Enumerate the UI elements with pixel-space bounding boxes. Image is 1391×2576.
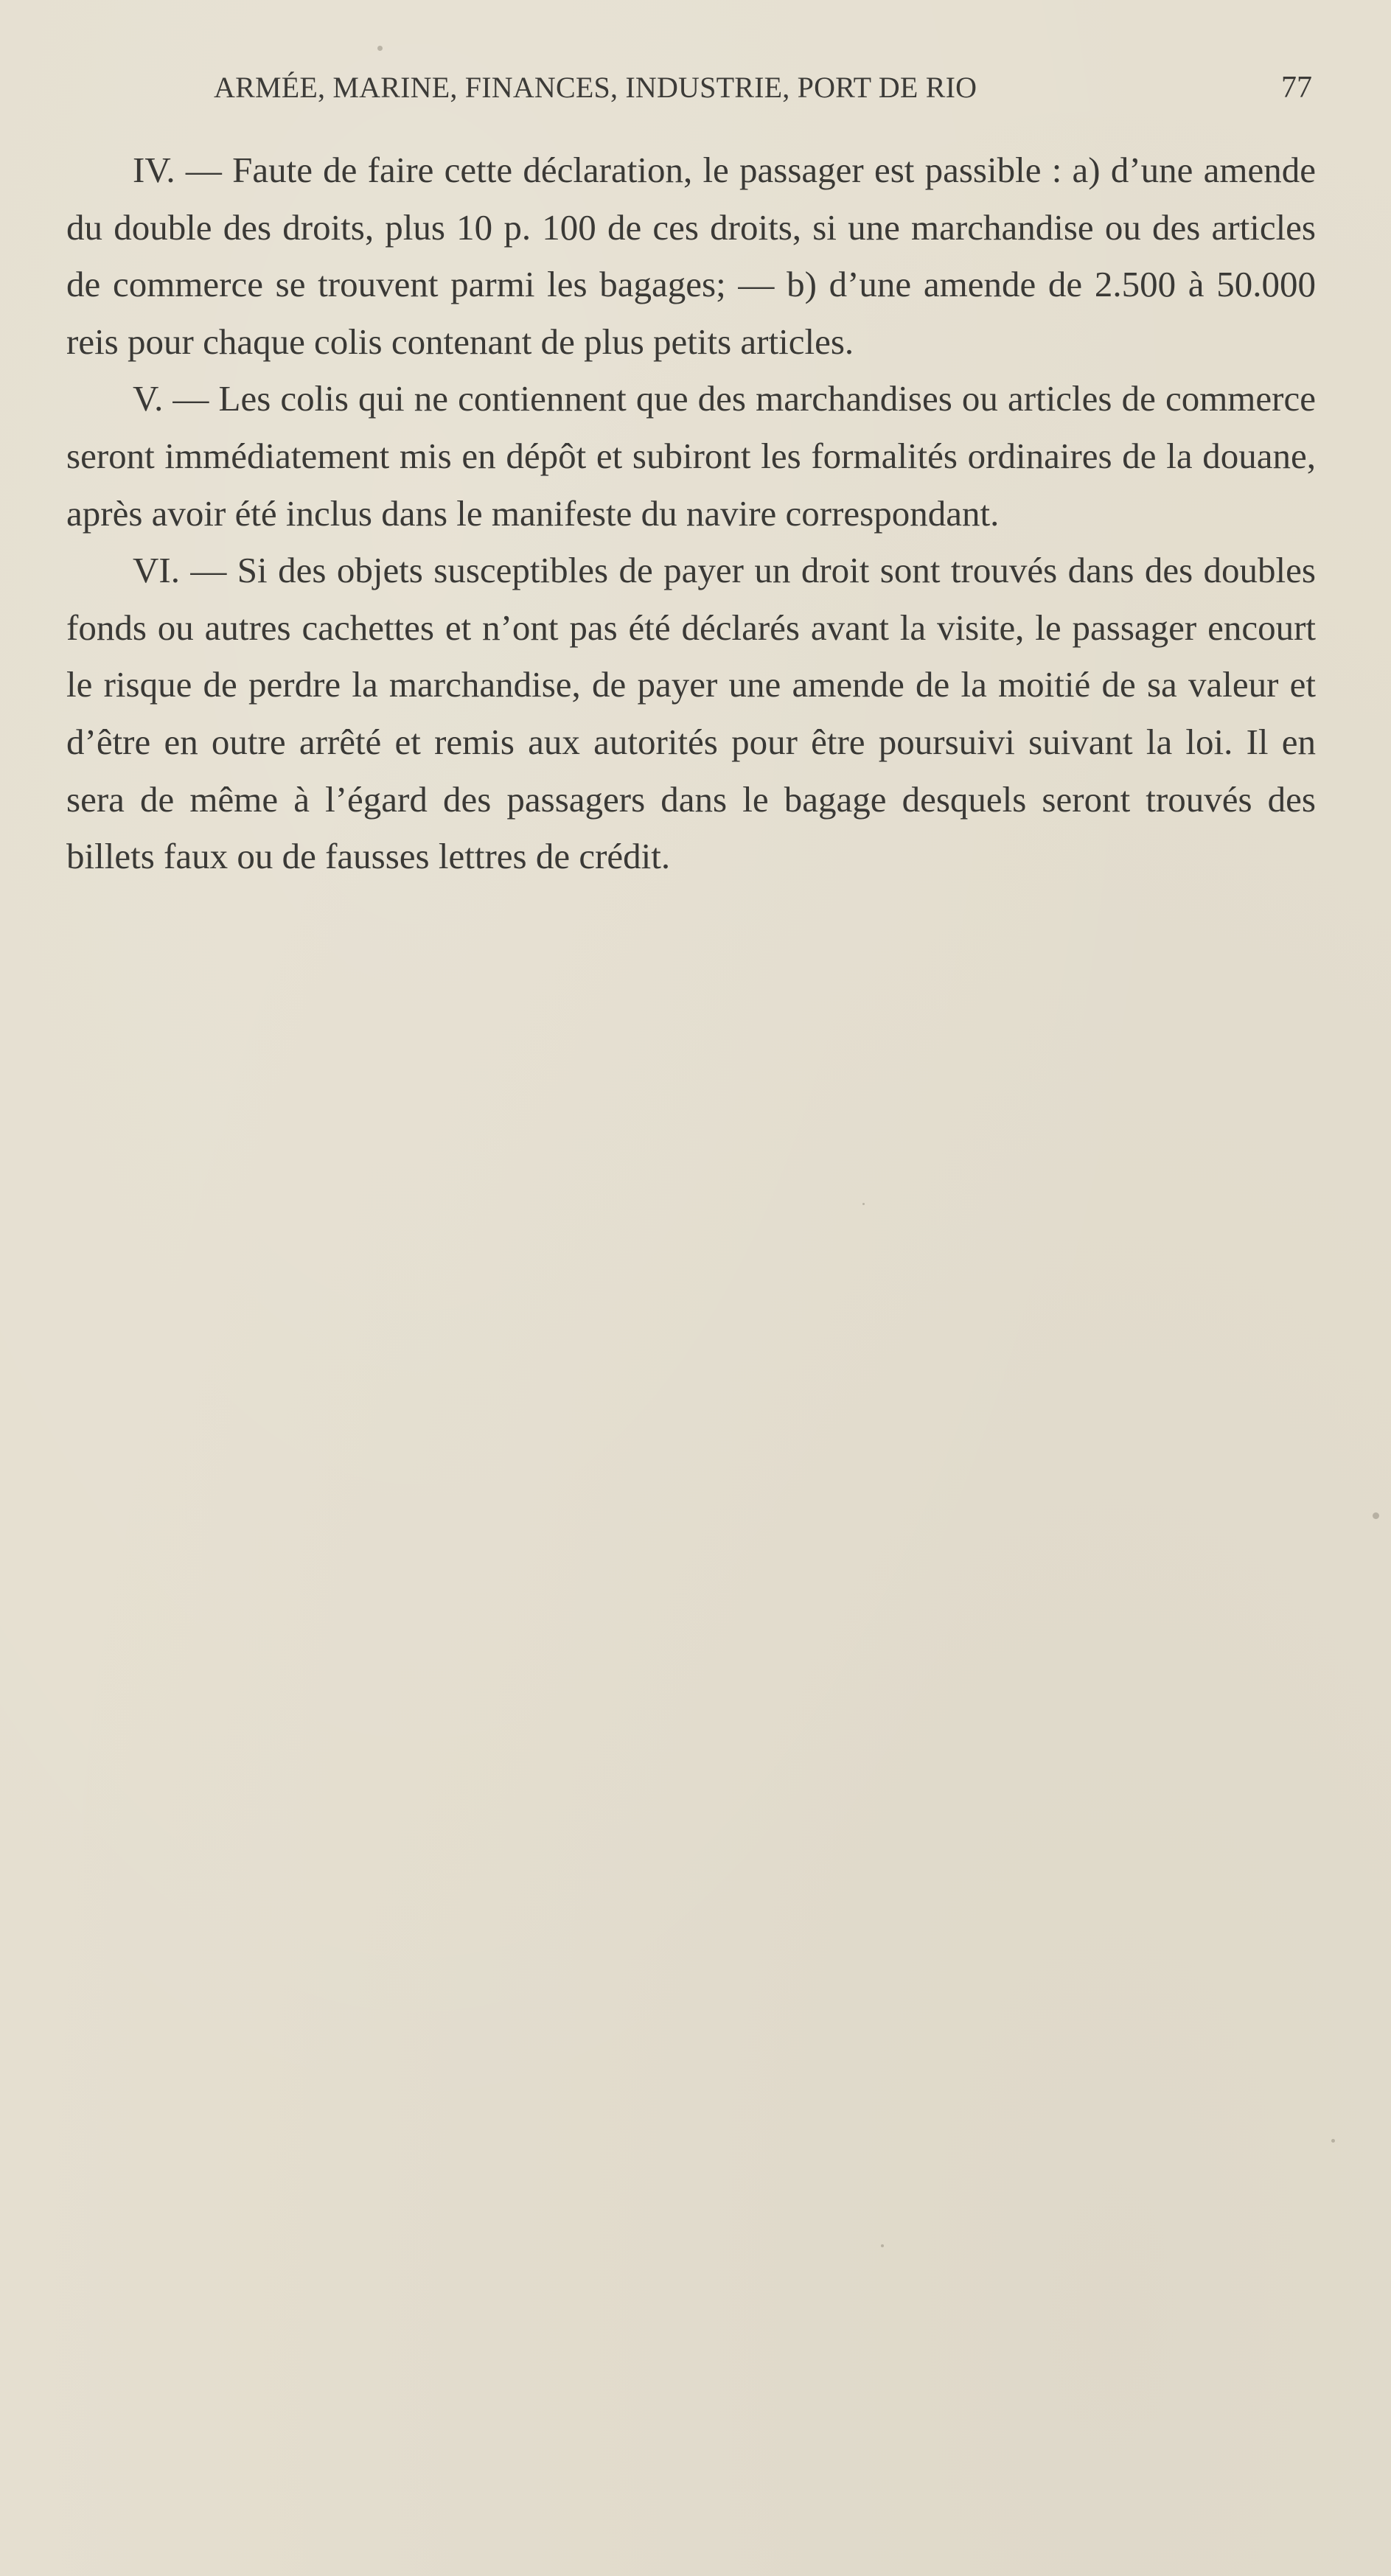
body-text bbox=[66, 142, 1316, 885]
paper-speck bbox=[881, 2244, 884, 2247]
paper-speck bbox=[862, 1203, 865, 1205]
paragraph-iv: IV. — Faute de faire cette déclaration, le passager est passible : a) d’une amende du double des droits, plus 10 p. 100 de ces droits, si une marchandise ou des articles de commerce se trouvent parmi les bagages; — b) d’une amende de 2.500 à 50.000 reis pour chaque colis contenant de plus petits articles. bbox=[66, 150, 1316, 362]
page-number: 77 bbox=[1281, 71, 1312, 105]
paper-speck bbox=[1373, 1512, 1379, 1519]
paragraph-v: V. — Les colis qui ne contiennent que des marchandises ou articles de commerce seront immédiatement mis en dépôt et subiront les formalités ordinaires de la douane, après avoir été inclus dans le manifeste du navire correspondant. bbox=[66, 378, 1316, 534]
paper-speck bbox=[377, 46, 383, 51]
paragraph-vi: VI. — Si des objets susceptibles de payer un droit sont trouvés dans des doubles fonds ou autres cachettes et n’ont pas été déclarés avant la visite, le passager encourt le risque de perdre la marchandise, de payer une amende de la moitié de sa valeur et d’être en outre arrêté et remis aux autorités pour être poursuivi suivant la loi. Il en sera de même à l’égard des passagers dans le bagage desquels seront trouvés des billets faux ou de fausses lettres de crédit. bbox=[66, 550, 1316, 877]
paper-speck bbox=[1331, 2139, 1335, 2143]
running-title: ARMÉE, MARINE, FINANCES, INDUSTRIE, PORT DE RIO bbox=[214, 71, 977, 104]
page-header bbox=[214, 70, 1312, 114]
